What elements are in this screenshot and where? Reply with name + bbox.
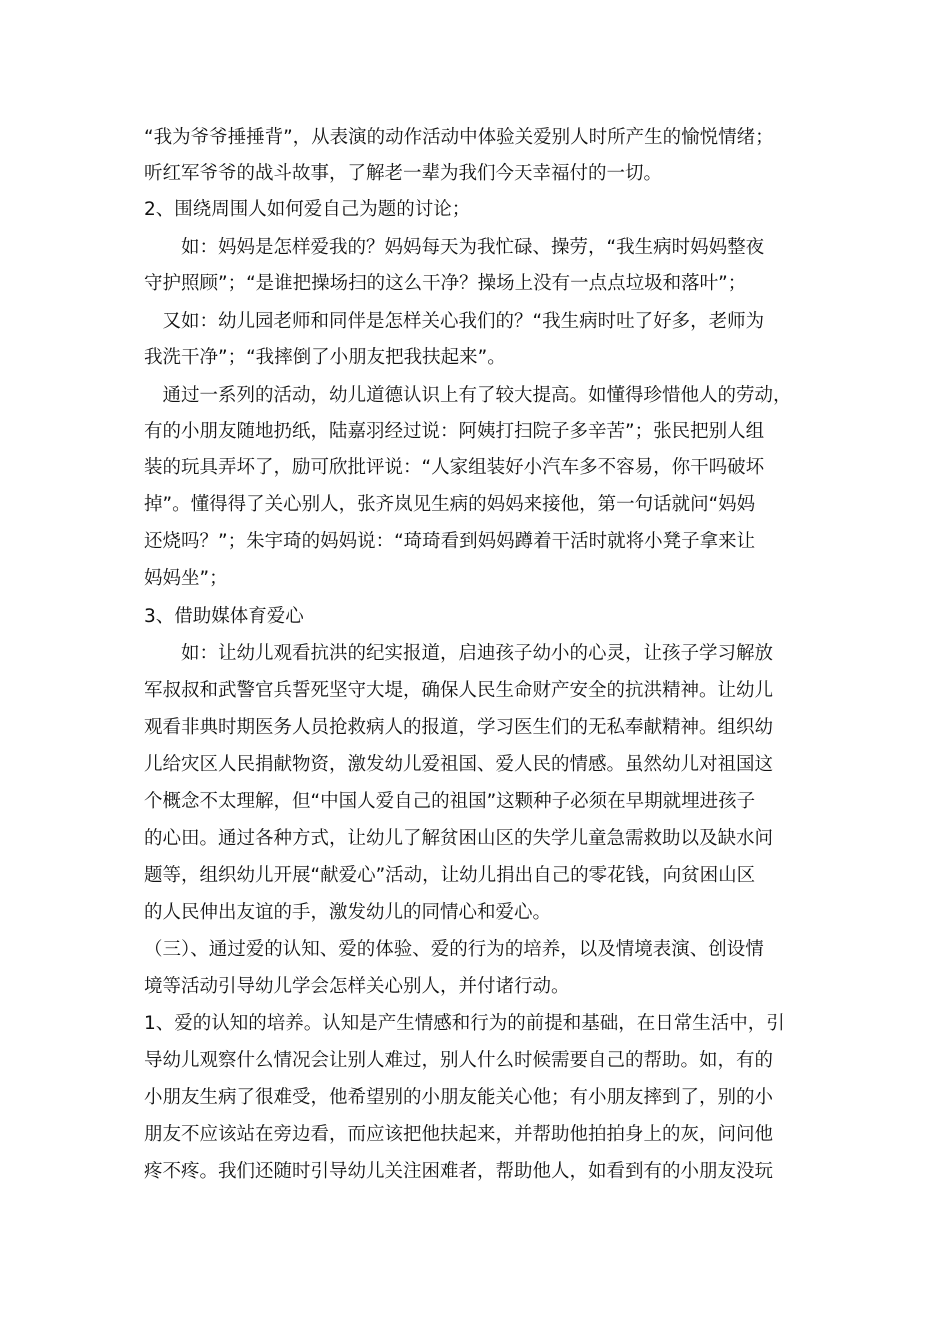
text-line: 妈妈坐”；	[144, 568, 228, 589]
text-line: 境等活动引导幼儿学会怎样关心别人，并付诸行动。	[144, 976, 570, 997]
text-line: 通过一系列的活动，幼儿道德认识上有了较大提高。如懂得珍惜他人的劳动，	[144, 385, 792, 406]
text-line: 的心田。通过各种方式，让幼儿了解贫困山区的失学儿童急需救助以及缺水问	[144, 828, 774, 849]
section-heading: 3、借助媒体育爱心	[144, 606, 304, 627]
text-line: 听红军爷爷的战斗故事，了解老一辈为我们今天幸福付的一切。	[144, 163, 663, 184]
section-heading: 1、爱的认知的培养。认知是产生情感和行为的前提和基础，在日常生活中，引	[144, 1013, 785, 1034]
text-line: 题等，组织幼儿开展“献爱心”活动，让幼儿捐出自己的零花钱，向贫困山区	[144, 865, 756, 886]
text-line: 军叔叔和武警官兵誓死坚守大堤，确保人民生命财产安全的抗洪精神。让幼儿	[144, 680, 774, 701]
section-heading: （三）、通过爱的认知、爱的体验、爱的行为的培养，以及情境表演、创设情	[144, 939, 764, 960]
text-line: “我为爷爷捶捶背”，从表演的动作活动中体验关爱别人时所产生的愉悦情绪；	[144, 127, 774, 148]
text-line: 我洗干净”；“我摔倒了小朋友把我扶起来”。	[144, 347, 506, 368]
section-heading: 2、围绕周围人如何爱自己为题的讨论；	[144, 199, 471, 220]
text-line: 守护照顾”；“是谁把操场扫的这么干净？操场上没有一点点垃圾和落叶”；	[144, 273, 747, 294]
text-line: 观看非典时期医务人员抢救病人的报道，学习医生们的无私奉献精神。组织幼	[144, 717, 774, 738]
text-line: 如：妈妈是怎样爱我的？妈妈每天为我忙碌、操劳，“我生病时妈妈整夜	[144, 237, 765, 258]
text-line: 有的小朋友随地扔纸，陆嘉羽经过说：阿姨打扫院子多辛苦”；张民把别人组	[144, 421, 765, 442]
text-line: 如：让幼儿观看抗洪的纪实报道，启迪孩子幼小的心灵，让孩子学习解放	[144, 643, 774, 664]
text-line: 小朋友生病了很难受，他希望别的小朋友能关心他；有小朋友摔到了，别的小	[144, 1087, 774, 1108]
text-line: 还烧吗？”；朱宇琦的妈妈说：“琦琦看到妈妈蹲着干活时就将小凳子拿来让	[144, 531, 756, 552]
text-line: 掉”。懂得得了关心别人，张齐岚见生病的妈妈来接他，第一句话就问“妈妈	[144, 494, 756, 515]
text-line: 导幼儿观察什么情况会让别人难过，别人什么时候需要自己的帮助。如，有的	[144, 1050, 774, 1071]
text-line: 装的玩具弄坏了，励可欣批评说：“人家组装好小汽车多不容易，你干吗破坏	[144, 457, 765, 478]
text-line: 儿给灾区人民捐献物资，激发幼儿爱祖国、爱人民的情感。虽然幼儿对祖国这	[144, 754, 774, 775]
text-line: 个概念不太理解，但“中国人爱自己的祖国”这颗种子必须在早期就埋进孩子	[144, 791, 756, 812]
text-line: 的人民伸出友谊的手，激发幼儿的同情心和爱心。	[144, 902, 552, 923]
text-line: 朋友不应该站在旁边看，而应该把他扶起来，并帮助他拍拍身上的灰，问问他	[144, 1124, 774, 1145]
text-line: 又如：幼儿园老师和同伴是怎样关心我们的？“我生病时吐了好多，老师为	[144, 311, 765, 332]
text-line: 疼不疼。我们还随时引导幼儿关注困难者，帮助他人，如看到有的小朋友没玩	[144, 1161, 774, 1182]
